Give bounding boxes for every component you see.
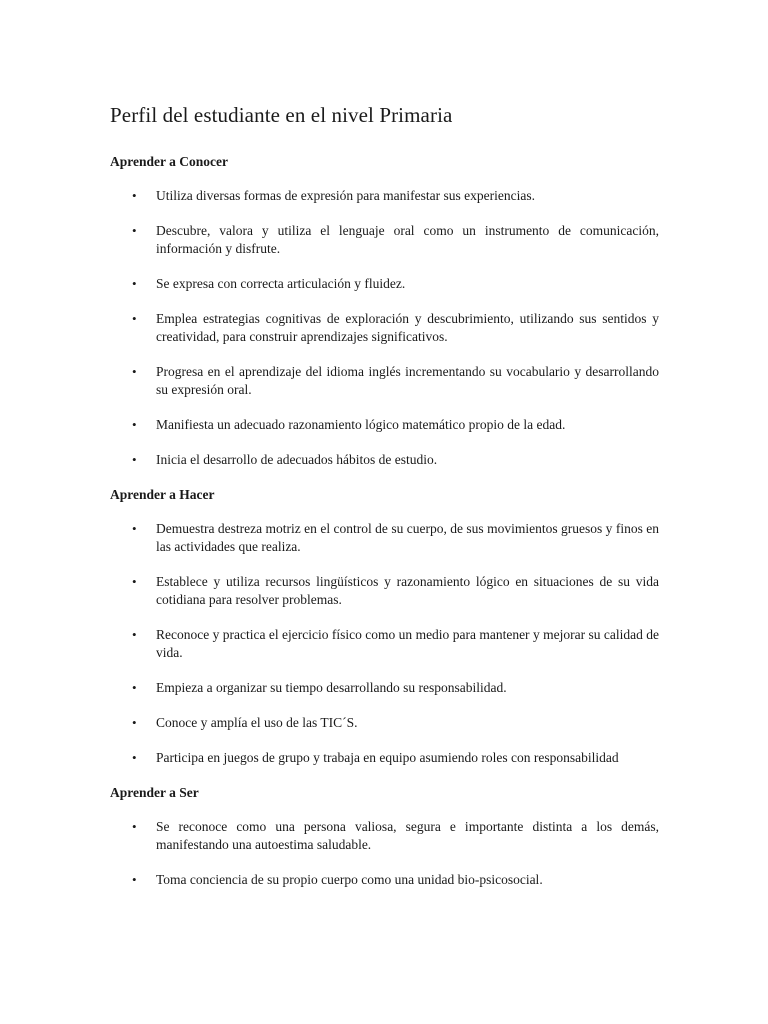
bullet-icon: • xyxy=(132,417,137,432)
bullet-icon: • xyxy=(132,819,137,834)
bullet-icon: • xyxy=(132,364,137,379)
list-item-text: Se expresa con correcta articulación y fluidez. xyxy=(156,276,406,291)
list-item xyxy=(110,679,659,697)
section-aprender-a-ser xyxy=(110,784,659,889)
list-item-text: Empieza a organizar su tiempo desarrollando su responsabilidad. xyxy=(156,680,507,695)
list-item xyxy=(110,749,659,767)
list-item-text: Utiliza diversas formas de expresión para manifestar sus experiencias. xyxy=(156,188,535,203)
bullet-icon: • xyxy=(132,627,137,642)
list-item xyxy=(110,222,659,258)
list-item-text: Toma conciencia de su propio cuerpo como una unidad bio-psicosocial. xyxy=(156,872,543,887)
list-item xyxy=(110,573,659,609)
bullet-icon: • xyxy=(132,521,137,536)
list-item-text: Inicia el desarrollo de adecuados hábitos de estudio. xyxy=(156,452,438,467)
bullet-list xyxy=(110,520,659,767)
section-heading: Aprender a Ser xyxy=(110,785,199,800)
list-item-text: Se reconoce como una persona valiosa, segura e importante distinta a los demás, manifestando una autoestima saludable. xyxy=(156,819,659,852)
list-item-text: Progresa en el aprendizaje del idioma inglés incrementando su vocabulario y desarrollando su expresión oral. xyxy=(156,364,659,397)
list-item xyxy=(110,416,659,434)
bullet-icon: • xyxy=(132,276,137,291)
document-page xyxy=(110,100,659,906)
page-title: Perfil del estudiante en el nivel Primaria xyxy=(110,103,453,127)
bullet-list xyxy=(110,187,659,469)
list-item xyxy=(110,187,659,205)
section-aprender-a-conocer xyxy=(110,153,659,469)
list-item-text: Reconoce y practica el ejercicio físico como un medio para mantener y mejorar su calidad de vida. xyxy=(156,627,659,660)
list-item-text: Manifiesta un adecuado razonamiento lógico matemático propio de la edad. xyxy=(156,417,566,432)
list-item xyxy=(110,310,659,346)
bullet-icon: • xyxy=(132,188,137,203)
list-item xyxy=(110,871,659,889)
bullet-icon: • xyxy=(132,574,137,589)
section-heading: Aprender a Hacer xyxy=(110,487,215,502)
list-item-text: Participa en juegos de grupo y trabaja en equipo asumiendo roles con responsabilidad xyxy=(156,750,619,765)
bullet-icon: • xyxy=(132,223,137,238)
bullet-icon: • xyxy=(132,452,137,467)
section-heading: Aprender a Conocer xyxy=(110,154,228,169)
list-item xyxy=(110,520,659,556)
bullet-icon: • xyxy=(132,872,137,887)
bullet-icon: • xyxy=(132,680,137,695)
list-item xyxy=(110,275,659,293)
list-item-text: Descubre, valora y utiliza el lenguaje oral como un instrumento de comunicación, información y disfrute. xyxy=(156,223,659,256)
list-item-text: Emplea estrategias cognitivas de exploración y descubrimiento, utilizando sus sentidos y creatividad, para construir aprendizajes significativos. xyxy=(156,311,659,344)
list-item-text: Establece y utiliza recursos lingüísticos y razonamiento lógico en situaciones de su vida cotidiana para resolver problemas. xyxy=(156,574,659,607)
bullet-icon: • xyxy=(132,715,137,730)
list-item xyxy=(110,714,659,732)
bullet-icon: • xyxy=(132,311,137,326)
section-aprender-a-hacer xyxy=(110,486,659,767)
list-item xyxy=(110,451,659,469)
list-item-text: Demuestra destreza motriz en el control de su cuerpo, de sus movimientos gruesos y finos en las actividades que realiza. xyxy=(156,521,659,554)
list-item xyxy=(110,626,659,662)
bullet-list xyxy=(110,818,659,889)
list-item xyxy=(110,818,659,854)
list-item-text: Conoce y amplía el uso de las TIC´S. xyxy=(156,715,358,730)
list-item xyxy=(110,363,659,399)
bullet-icon: • xyxy=(132,750,137,765)
